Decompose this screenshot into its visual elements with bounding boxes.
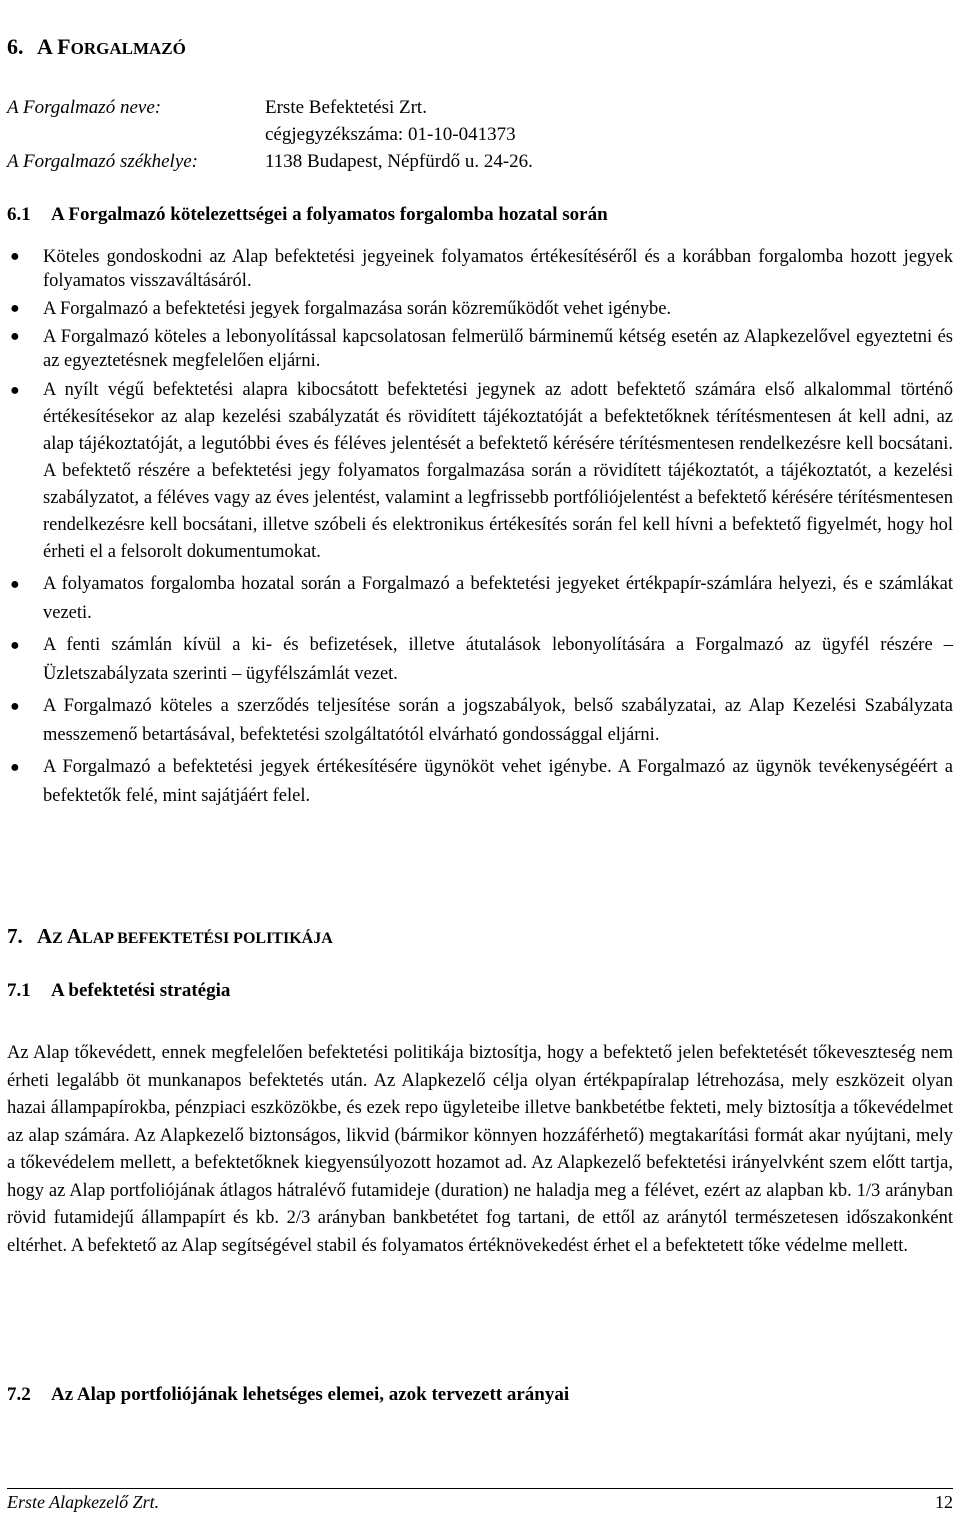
footer-company: Erste Alapkezelő Zrt. [7, 1492, 160, 1512]
bullet-icon: ● [10, 759, 20, 776]
distributor-info [7, 94, 533, 175]
section-6-heading: 6. A FORGALMAZÓ [7, 34, 186, 59]
info-row-seat [7, 148, 533, 175]
seat-value: 1138 Budapest, Népfürdő u. 24-26. [265, 151, 533, 172]
info-row-reg [7, 121, 533, 148]
bullet-icon: ● [10, 328, 20, 345]
section-7-heading: 7. AZ ALAP BEFEKTETÉSI POLITIKÁJA [7, 924, 333, 948]
footer-divider [7, 1488, 953, 1489]
bullet-icon: ● [10, 698, 20, 715]
bullet-icon: ● [10, 382, 20, 399]
seat-label: A Forgalmazó székhelye: [7, 151, 199, 172]
section-6-1-heading: 6.1 A Forgalmazó kötelezettségei a folyamatos forgalomba hozatal során [7, 204, 608, 225]
section-7-1-heading: 7.1 A befektetési stratégia [7, 980, 231, 1001]
page-number: 12 [935, 1492, 953, 1512]
list-item: ● A nyílt végű befektetési alapra kibocsátott befektetési jegynek az adott befektető számára első alkalommal történő értékesítésekor az alap kezelési szabályzatát és rövidített tájékoztatóját a befektetőknek térítésmentesen át kell adni, az alap tájékoztatóját, a legutóbbi éves és féléves jelentését a befektető kérésére térítésmentesen rendelkezésre kell bocsátani. A befektető részére a befektetési jegy folyamatos forgalmazása során a rövidített tájékoztatót, a tájékoztatót, a kezelési szabályzatot, a féléves vagy az éves jelentést, valamint a legfrissebb portfóliójelentést a befektető kérésére térítésmentesen rendelkezésre kell bocsátani, illetve szóbeli és elektronikus értékesítés során fel kell hívni a befektető figyelmét, hogy hol érheti el a felsorolt dokumentumokat. [7, 377, 953, 566]
bullet-icon: ● [10, 576, 20, 593]
section-number: 6. [7, 34, 24, 59]
bullet-icon: ● [10, 300, 20, 317]
list-item: ● A Forgalmazó a befektetési jegyek értékesítésére ügynököt vehet igénybe. A Forgalmazó az ügynök tevékenységéért a befektetők felé, mint sajátjáért felel. [7, 753, 953, 811]
reg-value: cégjegyzékszáma: 01-10-041373 [265, 124, 516, 145]
list-item: ● A fenti számlán kívül a ki- és befizetések, illetve átutalások lebonyolítására a Forgalmazó az ügyfél részére – Üzletszabályzata szerinti – ügyfélszámlát vezet. [7, 631, 953, 689]
investment-strategy-paragraph: Az Alap tőkevédett, ennek megfelelően befektetési politikája biztosítja, hogy a befektető jelen befektetését tőkeveszteség nem érheti legalább öt munkanapos befektetés után. Az Alapkezelő célja olyan értékpapíralap létrehozása, mely eszközeit olyan hazai állampapírokba, pénzpiaci eszközökbe, és ezek repo ügyleteibe illetve bankbetétbe fekteti, mely biztosítja a tőkevédelmet az alap számára. Az Alapkezelő biztonságos, likvid (bármikor könnyen hozzáférhető) megtakarítási formát akar nyújtani, mely a tőkevédelem mellett, a befektetőknek kiegyensúlyozott hozamot ad. Az Alapkezelő befektetési irányelvként szem előtt tartja, hogy az Alap portfoliójának átlagos hátralévő futamideje (duration) ne haladja meg a félévet, ezért az alapban kb. 1/3 arányban rövid futamidejű állampapírt és kb. 2/3 arányban bankbetétet fog tartani, de ettől az aránytól természetesen időszakonként eltérhet. A befektető az Alap segítségével stabil és folyamatos értéknövekedést érhet el a befektetett tőke védelme mellett. [7, 1043, 953, 1256]
bullet-icon: ● [10, 248, 20, 265]
info-row-name [7, 94, 533, 121]
document-page [7, 0, 953, 1514]
section-7-2-heading: 7.2 Az Alap portfoliójának lehetséges elemei, azok tervezett arányai [7, 1384, 570, 1405]
name-value: Erste Befektetési Zrt. [265, 97, 427, 118]
name-label: A Forgalmazó neve: [7, 97, 162, 118]
list-item: ● A folyamatos forgalomba hozatal során a Forgalmazó a befektetési jegyeket értékpapír-számlára helyezi, és e számlákat vezeti. [7, 570, 953, 628]
list-item: ● Köteles gondoskodni az Alap befektetési jegyeinek folyamatos értékesítéséről és a korábban forgalomba hozott jegyek folyamatos visszaváltásáról. [10, 247, 953, 291]
bullet-icon: ● [10, 637, 20, 654]
list-item: ● A Forgalmazó köteles a lebonyolítással kapcsolatosan felmerülő bárminemű kétség esetén az Alapkezelővel egyeztetni és az egyeztetésnek megfelelően eljárni. [10, 327, 953, 371]
list-item: ● A Forgalmazó a befektetési jegyek forgalmazása során közreműködőt vehet igénybe. [10, 299, 672, 319]
list-item: ● A Forgalmazó köteles a szerződés teljesítése során a jogszabályok, belső szabályzatai, az Alap Kezelési Szabályzata messzemenő betartásával, befektetési szolgáltatótól elvárható gondossággal eljárni. [7, 692, 953, 750]
obligations-list [7, 245, 953, 814]
